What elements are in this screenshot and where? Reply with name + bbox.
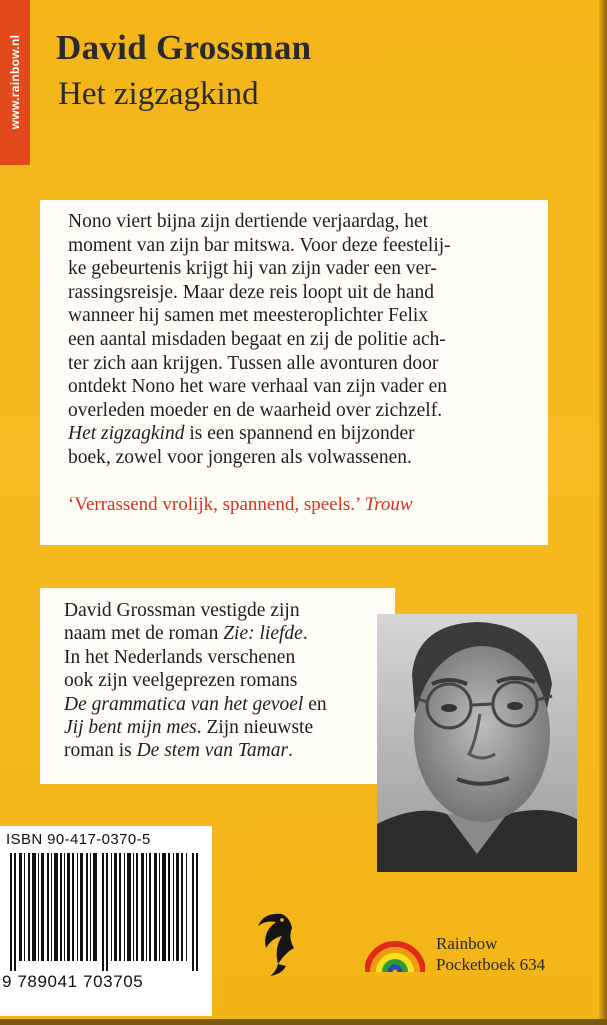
bio-fragment: roman is [64, 740, 137, 762]
bio-line [64, 693, 394, 716]
author-name: David Grossman [56, 28, 312, 67]
cover-edge-right [599, 0, 607, 1025]
bio-work-title: De stem van Tamar [136, 740, 289, 762]
bio-line [64, 739, 394, 762]
blurb-line: Nono viert bijna zijn dertiende verjaardag, het [68, 211, 429, 232]
bio-fragment: . [302, 623, 308, 645]
author-bio-text [64, 599, 394, 763]
bio-line: In het Nederlands verschenen [64, 646, 296, 668]
bio-line [64, 622, 394, 645]
bio-line: David Grossman vestigde zijn [64, 600, 300, 621]
blurb-book-title: Het zigzagkind [68, 423, 185, 445]
blurb-line: wanneer hij samen met meesteroplichter Felix [68, 305, 429, 327]
bio-line [64, 716, 394, 739]
barcode [6, 853, 206, 971]
quote-source: Trouw [364, 494, 413, 515]
blurb-line: ter zich aan krijgen. Tussen alle avonturen door [68, 352, 439, 374]
cover-edge-bottom [0, 1019, 607, 1025]
blurb-line: ontdekt Nono het ware verhaal van zijn vader en [68, 376, 448, 398]
blurb-line-rest: is een spannend en bijzonder [184, 423, 415, 445]
quote-text: ‘Verrassend vrolijk, spannend, speels.’ [68, 494, 360, 515]
isbn-label: ISBN 90-417-0370-5 [6, 831, 151, 848]
bio-line: ook zijn veelgeprezen romans [64, 670, 298, 692]
blurb-line: overleden moeder en de waarheid over zichzelf. [68, 399, 443, 421]
publisher-series: Pocketboek 634 [436, 955, 546, 974]
blurb-line: boek, zowel voor jongeren als volwassenen. [68, 446, 412, 468]
bio-work-title: De grammatica van het gevoel [64, 693, 304, 715]
website-label: www.rainbow.nl [8, 34, 22, 130]
blurb-line: moment van zijn bar mitswa. Voor deze feestelij- [68, 234, 451, 256]
review-quote [68, 494, 413, 516]
bio-work-title: Jij bent mijn mes [64, 717, 197, 739]
publisher-info [436, 933, 545, 975]
rainbow-logo-icon [365, 918, 425, 974]
barcode-digits: 9 789041 703705 [2, 972, 144, 991]
blurb-line: een aantal misdaden begaat en zij de politie ach- [68, 328, 446, 350]
bio-fragment: naam met de roman [64, 623, 224, 645]
bio-fragment: en [303, 693, 327, 715]
blurb-line: ke gebeurtenis krijgt hij van zijn vader een ver- [68, 258, 437, 280]
fish-logo-icon [252, 908, 312, 978]
blurb-line: rassingsreisje. Maar deze reis loopt uit de hand [68, 281, 435, 303]
blurb-text [68, 210, 538, 470]
bio-fragment: . Zijn nieuwste [196, 717, 314, 739]
book-title: Het zigzagkind [58, 76, 259, 112]
publisher-name: Rainbow [436, 934, 498, 953]
blurb-line-title [68, 422, 538, 446]
bio-work-title: Zie: liefde [223, 623, 303, 645]
author-photo [377, 614, 577, 872]
bio-fragment: . [288, 740, 293, 762]
